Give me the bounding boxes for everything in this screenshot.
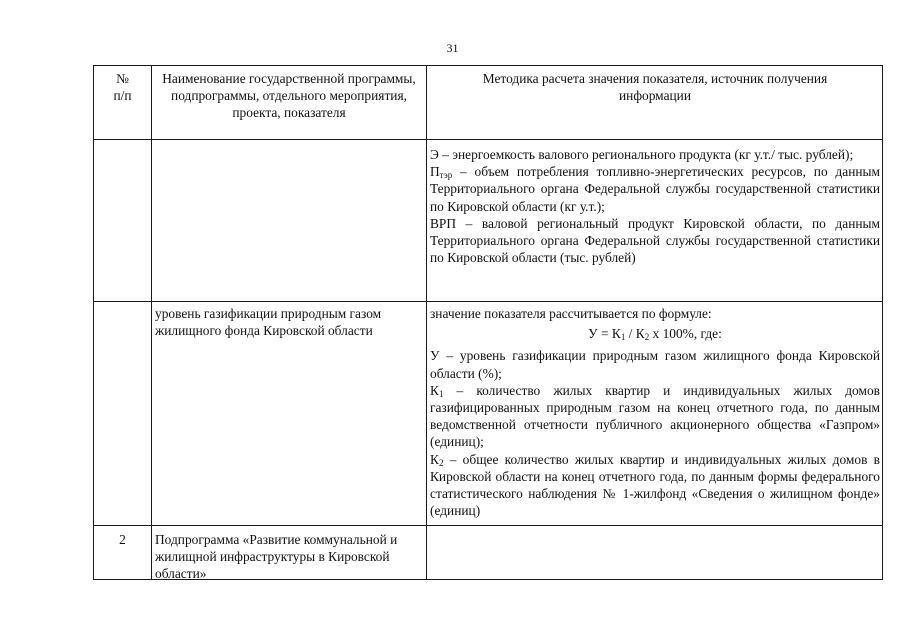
row1-bottom-border [93, 301, 883, 302]
row2-bottom-border [93, 525, 883, 526]
page-number: 31 [446, 41, 459, 55]
col-divider-1 [151, 65, 152, 580]
table-border-left [93, 65, 94, 580]
row1-definition [430, 163, 880, 215]
col-divider-2 [426, 65, 427, 580]
symbol: П [430, 164, 440, 180]
row2-definition [430, 451, 880, 520]
symbol: К [430, 451, 439, 467]
table-border-right [882, 65, 883, 580]
header-col-number: № п/п [113, 71, 132, 104]
symbol-subscript: 1 [438, 388, 444, 399]
row2-definition: У – уровень газификации природным газом жилищного фонда Кировской области (%); [430, 348, 880, 381]
row2-method-definitions [430, 347, 880, 519]
formula: $У = К_1 / К_2$ х 100%, где: [588, 326, 722, 343]
row2-definition [430, 382, 880, 451]
table-border-top [93, 65, 883, 66]
definition-text: – количество жилых квартир и индивидуальных жилых домов газифицированных природным газом на конец отчетного года, по данным ведомственной отчетности публичного акционерного общества «Газпром» (единиц); [430, 382, 880, 450]
row3-name: Подпрограмма «Развитие коммунальной и жилищной инфраструктуры в Кировской области» [155, 532, 398, 582]
symbol-subscript: 2 [438, 457, 444, 468]
header-col-name: Наименование государственной программы, подпрограммы, отдельного мероприятия, проекта, показателя [162, 71, 416, 121]
symbol: К [430, 382, 439, 398]
row1-definition: Э – энергоемкость валового регионального продукта (кг у.т./ тыс. рублей); [430, 147, 854, 162]
formula-intro: значение показателя рассчитывается по формуле: [430, 306, 712, 321]
row2-name: уровень газификации природным газом жилищного фонда Кировской области [155, 306, 382, 339]
row1-definition: ВРП – валовой региональный продукт Кировской области, по данным Территориального органа Федеральной службы государственной статистики по Кировской области (тыс. рублей) [430, 215, 880, 266]
symbol-subscript: тэр [439, 170, 453, 181]
header-bottom-border [93, 139, 883, 140]
row3-number: 2 [119, 532, 126, 547]
definition-text: – объем потребления топливно-энергетических ресурсов, по данным Территориального органа Федеральной службы государственной статистики по Кировской области (кг у.т.); [430, 164, 880, 214]
row1-method [430, 146, 880, 266]
row2-method [430, 305, 880, 519]
header-col-method: Методика расчета значения показателя, источник получения информации [482, 71, 828, 104]
definition-text: – общее количество жилых квартир и индивидуальных жилых домов в Кировской области на конец отчетного года, по данным формы федерального статистического наблюдения № 1-жилфонд «Сведения о жилищном фонде» (единиц) [430, 451, 880, 519]
